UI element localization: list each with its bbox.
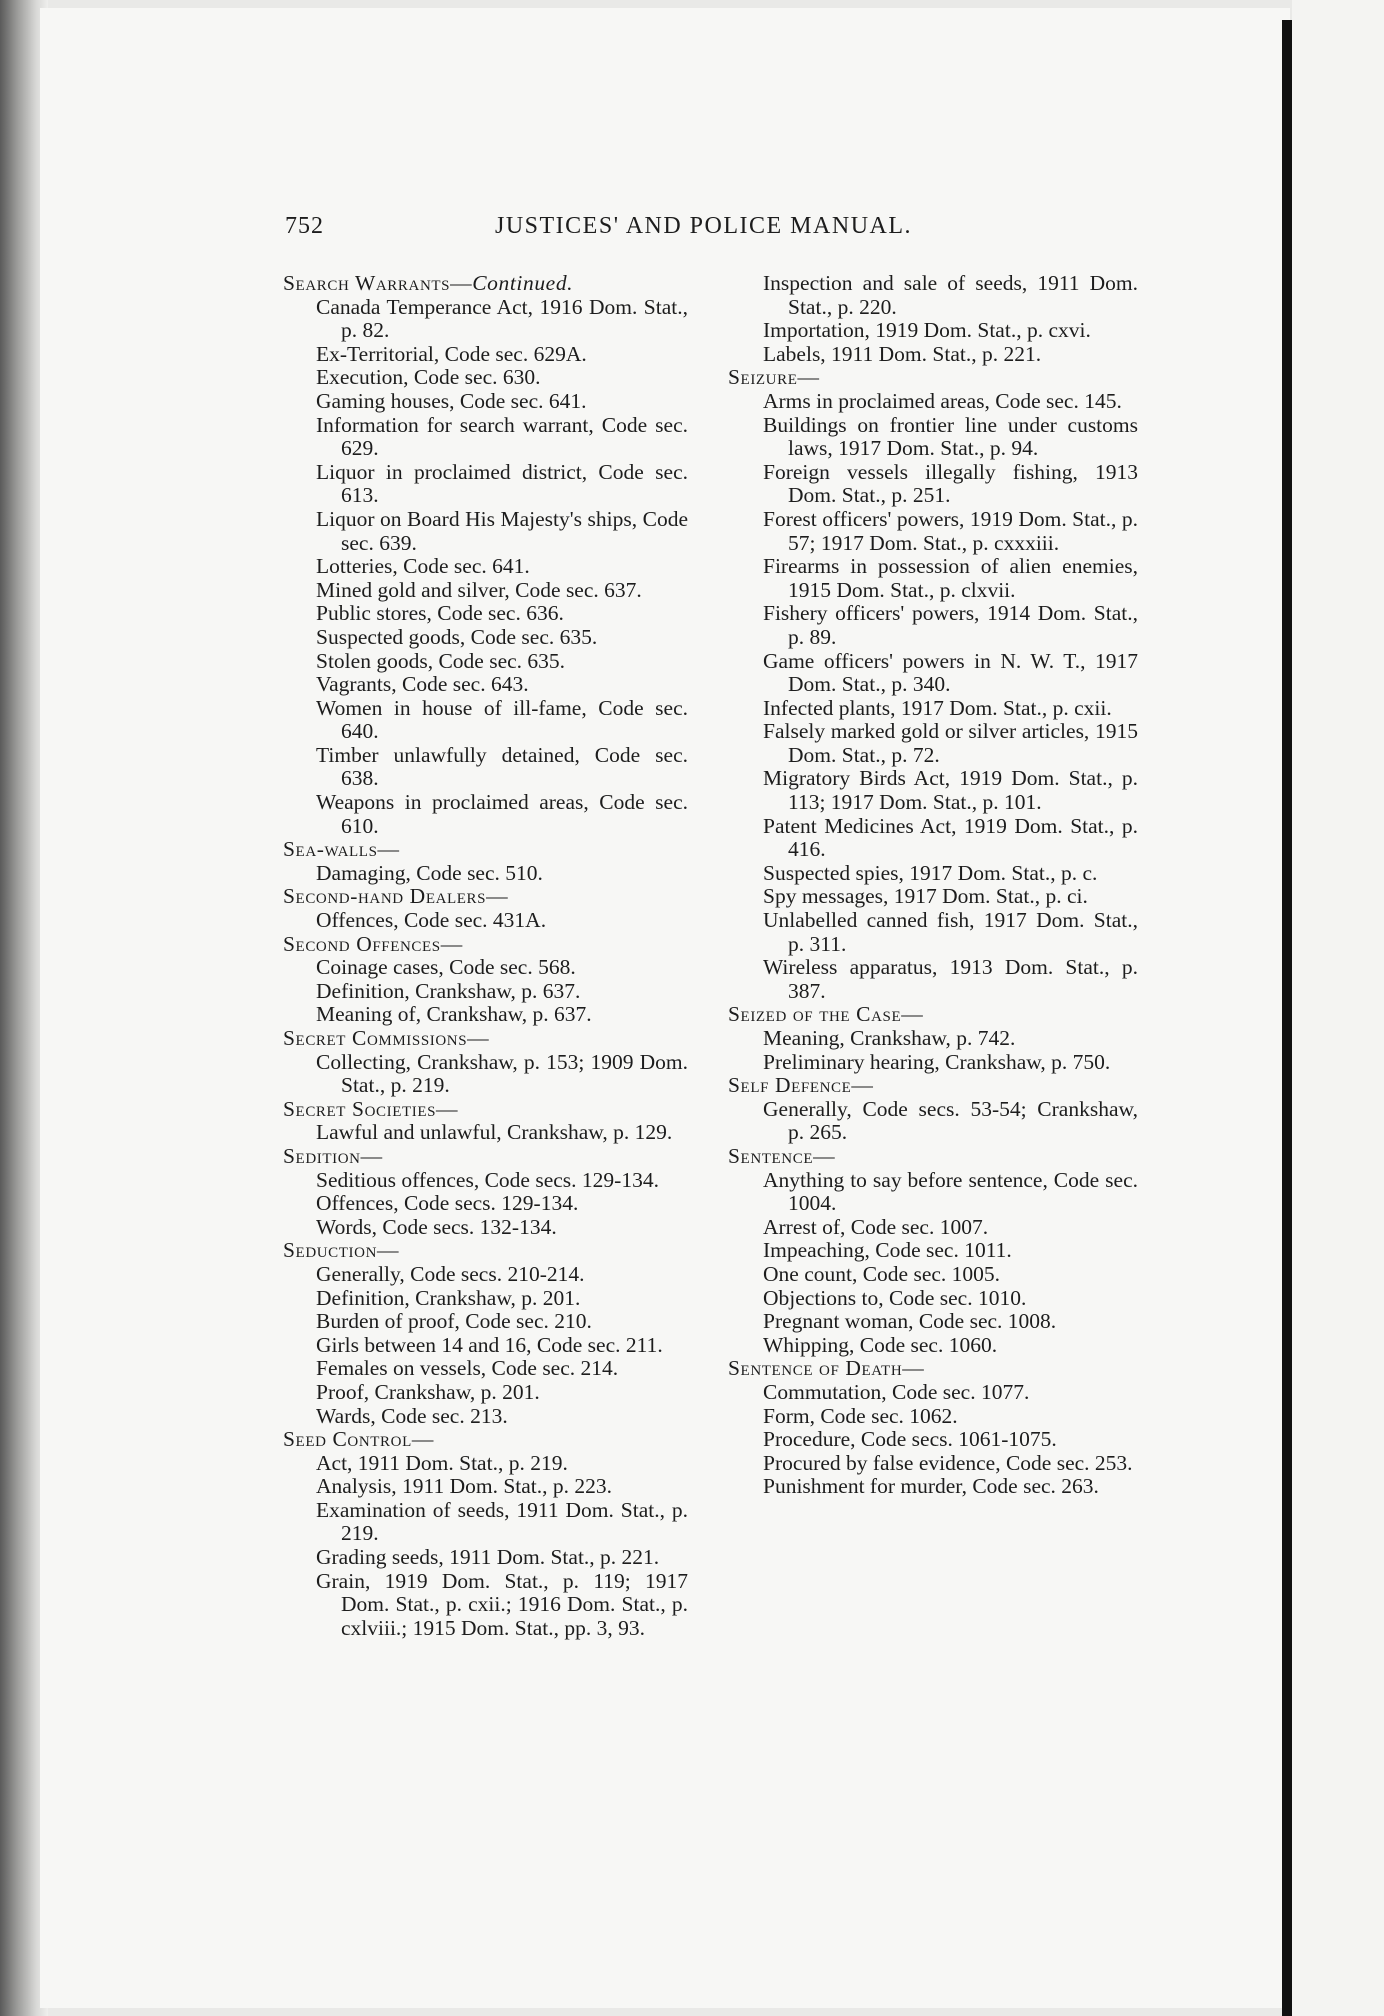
index-subentry-text: Unlabelled canned fish, 1917 Dom. Stat., p. 311.: [763, 908, 1138, 956]
index-subentry: [728, 390, 1138, 414]
index-heading: [728, 1357, 1138, 1381]
index-heading: [283, 838, 688, 862]
index-subentry-text: Ex-Territorial, Code sec. 629A.: [316, 341, 587, 366]
index-subentry: [283, 909, 688, 933]
index-subentry: [283, 1192, 688, 1216]
index-subentry: [728, 602, 1138, 649]
index-subentry-text: Generally, Code secs. 53-54; Crankshaw, p. 265.: [763, 1096, 1138, 1145]
index-heading-text: Sentence—: [728, 1143, 836, 1168]
index-subentry: [283, 461, 688, 508]
index-subentry: [283, 1334, 688, 1358]
index-subentry-text: Meaning of, Crankshaw, p. 637.: [316, 1002, 592, 1027]
index-subentry: [283, 508, 688, 555]
index-subentry: [283, 390, 688, 414]
index-subentry: [283, 414, 688, 461]
index-subentry-text: Patent Medicines Act, 1919 Dom. Stat., p. 416.: [763, 813, 1138, 862]
index-subentry-text: Definition, Crankshaw, p. 201.: [316, 1285, 581, 1310]
index-heading: [283, 933, 688, 957]
index-subentry-text: Collecting, Crankshaw, p. 153; 1909 Dom. Stat., p. 219.: [316, 1049, 688, 1098]
index-subentry: [283, 1357, 688, 1381]
index-subentry: [728, 414, 1138, 461]
index-subentry: [728, 319, 1138, 343]
index-subentry: [283, 1263, 688, 1287]
index-subentry-text: Damaging, Code sec. 510.: [316, 860, 543, 885]
index-heading-text: Second-hand Dealers—: [283, 884, 509, 909]
index-subentry-text: Game officers' powers in N. W. T., 1917 Dom. Stat., p. 340.: [763, 648, 1138, 697]
index-subentry-text: Whipping, Code sec. 1060.: [763, 1332, 998, 1357]
index-subentry-text: Impeaching, Code sec. 1011.: [763, 1238, 1012, 1263]
index-subentry-text: Suspected goods, Code sec. 635.: [316, 624, 598, 649]
page-margin-right: [1292, 0, 1384, 2016]
index-subentry: [283, 296, 688, 343]
index-subentry: [283, 673, 688, 697]
index-subentry-text: Importation, 1919 Dom. Stat., p. cxvi.: [763, 318, 1091, 343]
index-subentry-text: Procured by false evidence, Code sec. 253.: [763, 1450, 1133, 1475]
index-subentry: [283, 626, 688, 650]
index-heading-text: Secret Societies—: [283, 1096, 459, 1121]
index-subentry-text: Analysis, 1911 Dom. Stat., p. 223.: [316, 1474, 613, 1499]
index-heading-text: Sedition—: [283, 1143, 383, 1168]
index-subentry-text: Lotteries, Code sec. 641.: [316, 554, 530, 579]
index-subentry: [283, 791, 688, 838]
page-header: [285, 213, 945, 247]
index-subentry: [283, 1475, 688, 1499]
index-subentry-text: Form, Code sec. 1062.: [763, 1403, 958, 1428]
index-subentry: [728, 1098, 1138, 1145]
index-heading: [283, 1098, 688, 1122]
index-subentry: [728, 909, 1138, 956]
index-heading: [283, 885, 688, 909]
index-subentry-text: Punishment for murder, Code sec. 263.: [763, 1474, 1099, 1499]
index-heading: [283, 272, 688, 296]
index-subentry: [283, 1381, 688, 1405]
index-subentry-text: Meaning, Crankshaw, p. 742.: [763, 1026, 1016, 1050]
index-subentry-text: Mined gold and silver, Code sec. 637.: [316, 577, 642, 602]
index-subentry-text: Execution, Code sec. 630.: [316, 365, 541, 390]
index-subentry-text: Burden of proof, Code sec. 210.: [316, 1309, 592, 1334]
index-subentry-text: Act, 1911 Dom. Stat., p. 219.: [316, 1450, 568, 1475]
index-subentry-text: Preliminary hearing, Crankshaw, p. 750.: [763, 1049, 1111, 1074]
index-subentry: [728, 1452, 1138, 1476]
index-subentry-text: Offences, Code secs. 129-134.: [316, 1191, 579, 1216]
index-subentry: [283, 555, 688, 579]
index-heading-text: Second Offences—: [283, 931, 463, 956]
index-subentry-text: Gaming houses, Code sec. 641.: [316, 388, 587, 413]
index-subentry-text: Wireless apparatus, 1913 Dom. Stat., p. 387.: [763, 955, 1138, 1003]
index-subentry: [728, 815, 1138, 862]
index-subentry: [728, 508, 1138, 555]
index-subentry-text: Women in house of ill-fame, Code sec. 640.: [316, 695, 688, 744]
index-subentry: [283, 343, 688, 367]
index-subentry-text: Timber unlawfully detained, Code sec. 638.: [316, 742, 688, 791]
index-subentry: [283, 1121, 688, 1145]
index-subentry: [283, 1546, 688, 1570]
index-subentry: [728, 1027, 1138, 1051]
index-subentry-text: Examination of seeds, 1911 Dom. Stat., p. 219.: [316, 1497, 688, 1546]
page-number: 752: [285, 213, 324, 239]
index-subentry: [283, 1570, 688, 1641]
index-subentry: [728, 1381, 1138, 1405]
index-subentry: [283, 1499, 688, 1546]
index-subentry-text: Grain, 1919 Dom. Stat., p. 119; 1917 Dom. Stat., p. cxii.; 1916 Dom. Stat., p. cxlviii.; 1915 Dom. Stat., pp. 3, 93.: [316, 1568, 688, 1640]
index-subentry: [728, 1428, 1138, 1452]
index-subentry: [728, 697, 1138, 721]
index-subentry: [283, 862, 688, 886]
index-subentry-text: Forest officers' powers, 1919 Dom. Stat., p. 57; 1917 Dom. Stat., p. cxxxiii.: [763, 506, 1138, 555]
index-subentry-text: Labels, 1911 Dom. Stat., p. 221.: [763, 341, 1042, 366]
index-subentry-text: Procedure, Code secs. 1061-1075.: [763, 1427, 1057, 1452]
index-subentry-text: Arms in proclaimed areas, Code sec. 145.: [763, 388, 1122, 413]
index-subentry-text: Liquor on Board His Majesty's ships, Code sec. 639.: [316, 506, 688, 555]
index-subentry: [728, 650, 1138, 697]
index-subentry-text: Arrest of, Code sec. 1007.: [763, 1214, 989, 1239]
page-binding-edge: [1282, 20, 1292, 2016]
index-subentry-text: Definition, Crankshaw, p. 637.: [316, 978, 581, 1003]
index-heading-text: Secret Commissions—: [283, 1026, 490, 1050]
index-heading: [728, 1074, 1138, 1098]
index-subentry: [728, 343, 1138, 367]
index-column-right: [728, 272, 1138, 1499]
continued-label: Continued.: [472, 271, 574, 295]
index-subentry: [283, 1216, 688, 1240]
index-subentry-text: Spy messages, 1917 Dom. Stat., p. ci.: [763, 884, 1088, 909]
index-subentry-text: Information for search warrant, Code sec. 629.: [316, 412, 688, 461]
index-heading-text: Sea-walls—: [283, 837, 400, 862]
index-subentry: [283, 744, 688, 791]
index-subentry-text: Lawful and unlawful, Crankshaw, p. 129.: [316, 1120, 673, 1145]
index-subentry: [283, 956, 688, 980]
index-subentry-text: Seditious offences, Code secs. 129-134.: [316, 1167, 659, 1192]
index-subentry-text: Objections to, Code sec. 1010.: [763, 1285, 1027, 1310]
index-subentry: [728, 720, 1138, 767]
index-subentry-text: Offences, Code sec. 431A.: [316, 908, 547, 933]
index-heading: [283, 1027, 688, 1051]
index-heading: [728, 1003, 1138, 1027]
index-subentry-text: Canada Temperance Act, 1916 Dom. Stat., p. 82.: [316, 294, 688, 343]
index-heading-text: Self Defence—: [728, 1073, 874, 1098]
index-heading-text: Search Warrants—: [283, 271, 473, 295]
index-column-left: [283, 272, 688, 1640]
index-subentry-text: Suspected spies, 1917 Dom. Stat., p. c.: [763, 860, 1098, 885]
index-subentry-text: Buildings on frontier line under customs laws, 1917 Dom. Stat., p. 94.: [763, 412, 1138, 461]
index-subentry-text: Words, Code secs. 132-134.: [316, 1214, 557, 1239]
index-subentry: [283, 1287, 688, 1311]
index-subentry-text: Pregnant woman, Code sec. 1008.: [763, 1309, 1057, 1334]
running-head: JUSTICES' AND POLICE MANUAL.: [495, 213, 913, 239]
index-subentry: [728, 1287, 1138, 1311]
index-subentry-text: Foreign vessels illegally fishing, 1913 Dom. Stat., p. 251.: [763, 459, 1138, 508]
index-subentry: [728, 885, 1138, 909]
index-heading-text: Seizure—: [728, 365, 820, 390]
index-subentry-text: Wards, Code sec. 213.: [316, 1403, 508, 1428]
index-subentry: [283, 1169, 688, 1193]
index-subentry: [283, 602, 688, 626]
index-subentry: [283, 1003, 688, 1027]
index-subentry: [728, 1475, 1138, 1499]
index-subentry-text: Migratory Birds Act, 1919 Dom. Stat., p. 113; 1917 Dom. Stat., p. 101.: [763, 766, 1138, 815]
index-subentry: [728, 1263, 1138, 1287]
index-subentry: [283, 1310, 688, 1334]
index-heading: [728, 366, 1138, 390]
index-heading-text: Sentence of Death—: [728, 1356, 925, 1381]
index-heading-text: Seized of the Case—: [728, 1002, 924, 1027]
index-subentry: [728, 1334, 1138, 1358]
index-subentry-text: Grading seeds, 1911 Dom. Stat., p. 221.: [316, 1545, 660, 1570]
index-subentry: [728, 956, 1138, 1003]
index-subentry-text: Proof, Crankshaw, p. 201.: [316, 1379, 540, 1404]
index-subentry: [728, 862, 1138, 886]
index-subentry: [283, 366, 688, 390]
index-subentry-text: Fishery officers' powers, 1914 Dom. Stat., p. 89.: [763, 601, 1138, 649]
index-subentry: [728, 1310, 1138, 1334]
index-heading: [283, 1428, 688, 1452]
index-subentry-text: Anything to say before sentence, Code sec. 1004.: [763, 1167, 1138, 1216]
index-subentry-text: Generally, Code secs. 210-214.: [316, 1261, 585, 1286]
index-subentry: [728, 1051, 1138, 1075]
index-subentry-text: Vagrants, Code sec. 643.: [316, 672, 529, 697]
index-subentry: [283, 1051, 688, 1098]
index-subentry: [283, 697, 688, 744]
index-subentry-text: Public stores, Code sec. 636.: [316, 601, 564, 626]
index-subentry: [283, 980, 688, 1004]
index-subentry: [728, 1216, 1138, 1240]
index-subentry: [728, 767, 1138, 814]
index-subentry: [728, 555, 1138, 602]
index-subentry-text: Coinage cases, Code sec. 568.: [316, 955, 576, 980]
index-subentry-text: One count, Code sec. 1005.: [763, 1261, 1001, 1286]
index-subentry-text: Infected plants, 1917 Dom. Stat., p. cxii.: [763, 695, 1112, 720]
index-subentry-text: Inspection and sale of seeds, 1911 Dom. Stat., p. 220.: [763, 271, 1138, 319]
index-subentry-text: Girls between 14 and 16, Code sec. 211.: [316, 1332, 663, 1357]
index-subentry-text: Stolen goods, Code sec. 635.: [316, 648, 566, 673]
index-subentry: [728, 1239, 1138, 1263]
index-subentry-text: Females on vessels, Code sec. 214.: [316, 1356, 619, 1381]
index-heading: [728, 1145, 1138, 1169]
index-heading: [283, 1145, 688, 1169]
index-subentry-text: Weapons in proclaimed areas, Code sec. 610.: [316, 790, 688, 838]
index-subentry: [283, 1452, 688, 1476]
index-subentry-text: Firearms in possession of alien enemies, 1915 Dom. Stat., p. clxvii.: [763, 554, 1138, 602]
index-subentry: [283, 1405, 688, 1429]
index-subentry: [283, 579, 688, 603]
index-subentry-text: Commutation, Code sec. 1077.: [763, 1379, 1030, 1404]
index-subentry: [728, 461, 1138, 508]
index-subentry: [728, 272, 1138, 319]
index-subentry-text: Liquor in proclaimed district, Code sec. 613.: [316, 459, 688, 508]
index-heading: [283, 1239, 688, 1263]
index-subentry: [283, 650, 688, 674]
index-heading-text: Seduction—: [283, 1238, 400, 1263]
index-subentry: [728, 1405, 1138, 1429]
index-heading-text: Seed Control—: [283, 1427, 434, 1452]
index-subentry-text: Falsely marked gold or silver articles, 1915 Dom. Stat., p. 72.: [763, 719, 1138, 767]
index-subentry: [728, 1169, 1138, 1216]
